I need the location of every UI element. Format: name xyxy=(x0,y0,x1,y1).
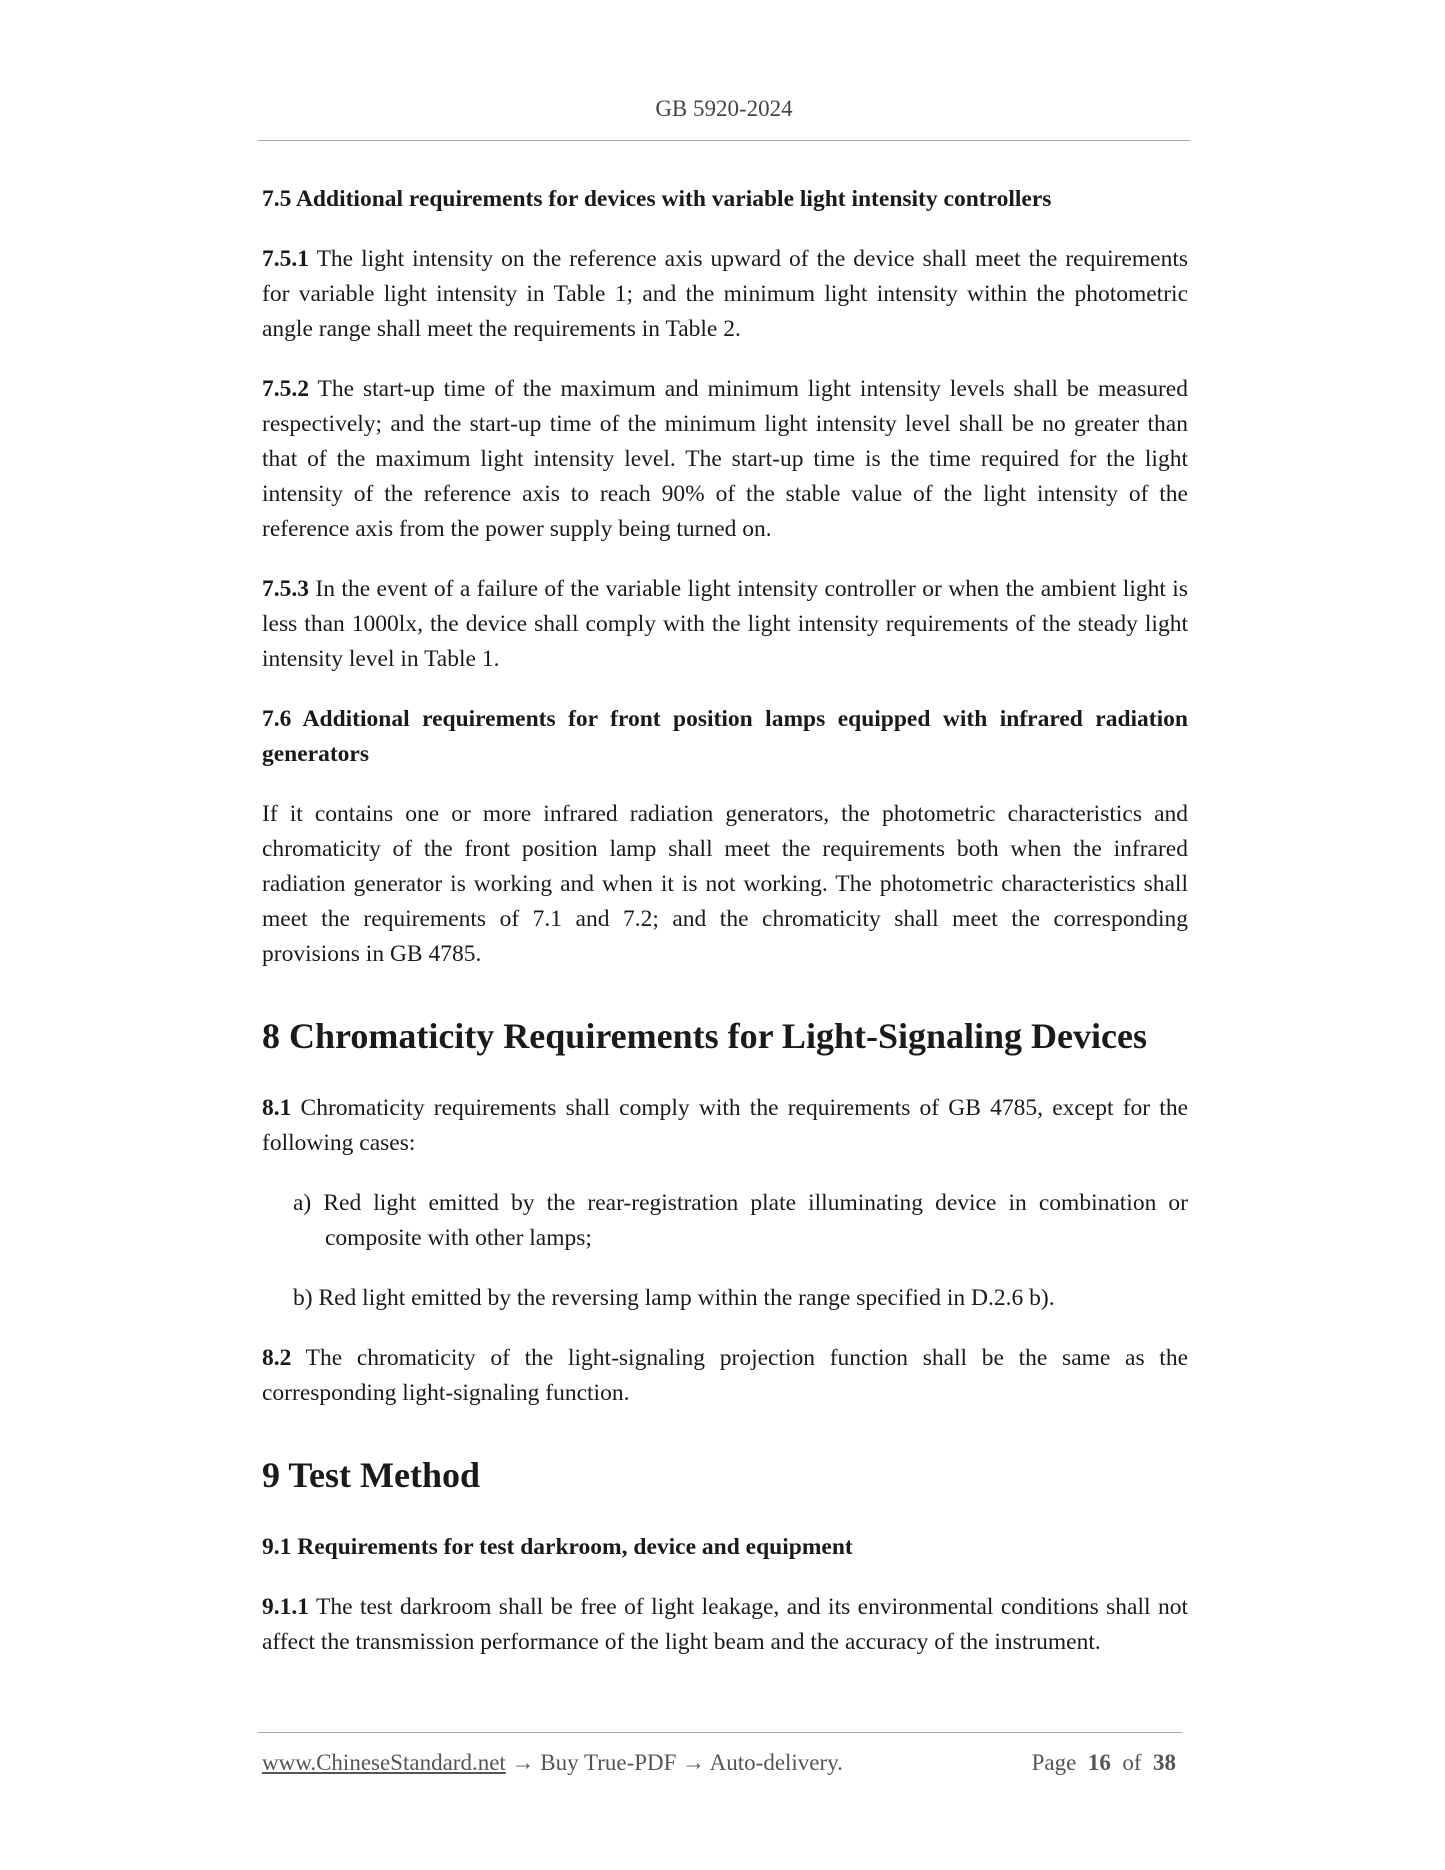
footer-divider xyxy=(258,1732,1182,1733)
page-label: Page xyxy=(1031,1750,1077,1775)
paragraph-7-5-3 xyxy=(262,572,1188,677)
clause-number: 9.1.1 xyxy=(262,1594,309,1620)
list-item-a: a) Red light emitted by the rear-registration plate illuminating device in combination or composite with other lamps; xyxy=(293,1190,1188,1251)
clause-number: 8.1 xyxy=(262,1095,292,1121)
page-number: 16 xyxy=(1087,1750,1111,1775)
clause-text: The light intensity on the reference axis upward of the device shall meet the requirements for variable light intensity in Table 1; and the minimum light intensity within the photometric angle range shall meet the requirements in Table 2. xyxy=(262,246,1188,342)
header-divider xyxy=(258,140,1190,141)
clause-text: Chromaticity requirements shall comply with the requirements of GB 4785, except for the following cases: xyxy=(262,1095,1188,1156)
paragraph-9-1-1 xyxy=(262,1590,1188,1660)
clause-text: In the event of a failure of the variable light intensity controller or when the ambient light is less than 1000lx, the device shall comply with the light intensity requirements of the steady light intensity level in Table 1. xyxy=(262,576,1188,672)
page-indicator xyxy=(1032,1750,1176,1776)
section-heading-7-6: 7.6 Additional requirements for front position lamps equipped with infrared radiation generators xyxy=(262,706,1188,767)
footer-promo xyxy=(262,1750,843,1776)
clause-text: The test darkroom shall be free of light leakage, and its environmental conditions shall not affect the transmission performance of the light beam and the accuracy of the instrument. xyxy=(262,1594,1188,1655)
clause-number: 7.5.2 xyxy=(262,376,309,402)
site-link[interactable]: www.ChineseStandard.net xyxy=(262,1750,506,1775)
section-heading-7-5: 7.5 Additional requirements for devices with variable light intensity controllers xyxy=(262,186,1052,212)
clause-text: The start-up time of the maximum and minimum light intensity levels shall be measured respectively; and the start-up time of the minimum light intensity level shall be no greater than that of the maximum light intensity level. The start-up time is the time required for the light intensity of the reference axis to reach 90% of the stable value of the light intensity of the reference axis from the power supply being turned on. xyxy=(262,376,1188,542)
clause-number: 7.5.3 xyxy=(262,576,309,602)
list-item-b: b) Red light emitted by the reversing lamp within the range specified in D.2.6 b). xyxy=(293,1285,1055,1311)
paragraph-7-5-1 xyxy=(262,242,1188,347)
page-content xyxy=(262,182,1188,1685)
section-heading-9-1: 9.1 Requirements for test darkroom, device and equipment xyxy=(262,1534,853,1560)
buy-text: → Buy True-PDF → Auto-delivery. xyxy=(505,1750,843,1775)
chapter-heading-8: 8 Chromaticity Requirements for Light-Signaling Devices xyxy=(262,1016,1147,1056)
clause-text: The chromaticity of the light-signaling projection function shall be the same as the corresponding light-signaling function. xyxy=(262,1345,1188,1406)
clause-number: 8.2 xyxy=(262,1345,292,1371)
paragraph-8-2 xyxy=(262,1341,1188,1411)
page-total: 38 xyxy=(1153,1750,1176,1775)
page-header: GB 5920-2024 xyxy=(655,96,793,121)
paragraph-7-5-2 xyxy=(262,372,1188,547)
of-label: of xyxy=(1122,1750,1142,1775)
clause-number: 7.5.1 xyxy=(262,246,309,272)
paragraph-7-6: If it contains one or more infrared radiation generators, the photometric characteristics and chromaticity of the front position lamp shall meet the requirements both when the infrared radiation generator is working and when it is not working. The photometric characteristics shall meet the requirements of 7.1 and 7.2; and the chromaticity shall meet the corresponding provisions in GB 4785. xyxy=(262,801,1188,967)
paragraph-8-1 xyxy=(262,1091,1188,1161)
chapter-heading-9: 9 Test Method xyxy=(262,1455,481,1495)
